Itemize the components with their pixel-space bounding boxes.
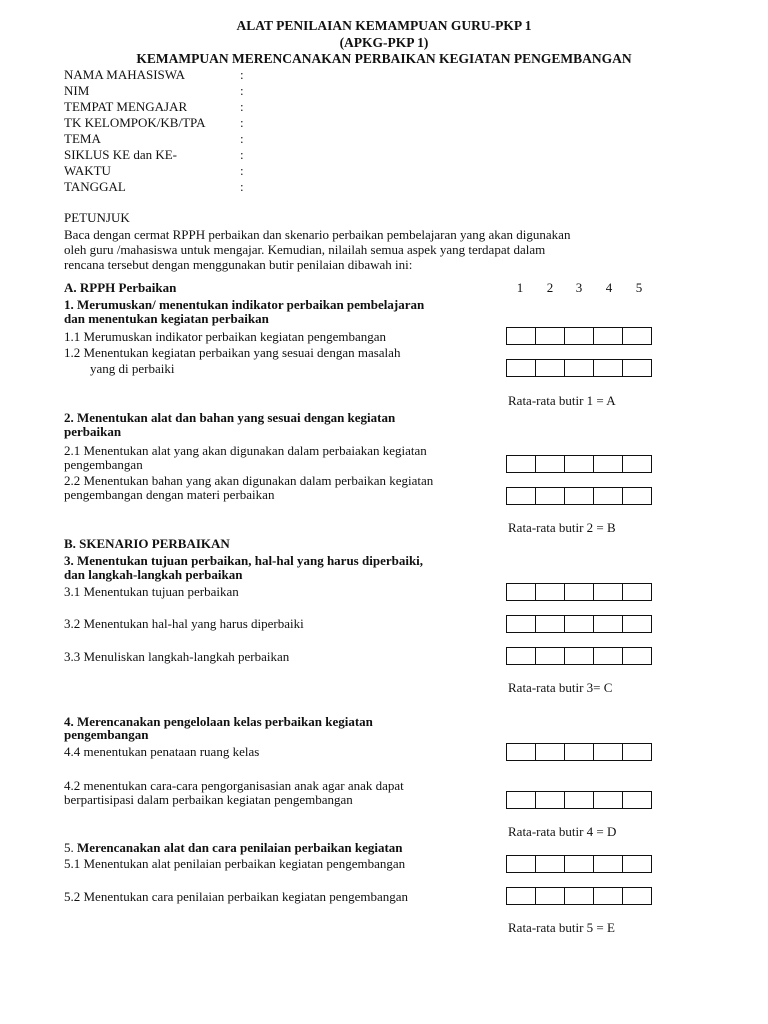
rating-box-2[interactable] [535,487,565,505]
rating-box-5[interactable] [622,327,652,345]
rating-box-2[interactable] [535,615,565,633]
rating-boxes[interactable] [506,583,652,601]
criterion-2-title: 2. Menentukan alat dan bahan yang sesuai dengan kegiatan [64,410,396,425]
rating-box-3[interactable] [564,327,594,345]
rating-box-1[interactable] [506,455,536,473]
rating-box-2[interactable] [535,855,565,873]
rating-boxes[interactable] [506,855,652,873]
rating-box-2[interactable] [535,887,565,905]
rating-box-1[interactable] [506,583,536,601]
rating-box-3[interactable] [564,647,594,665]
rating-box-2[interactable] [535,791,565,809]
field-label-nim: NIM [64,83,90,98]
rating-box-1[interactable] [506,647,536,665]
rating-box-4[interactable] [593,359,623,377]
rating-box-5[interactable] [622,887,652,905]
rating-box-1[interactable] [506,887,536,905]
rating-box-3[interactable] [564,487,594,505]
field-colon: : [240,147,244,162]
rating-box-1[interactable] [506,615,536,633]
criterion-5-text: Merencanakan alat dan cara penilaian perbaikan kegiatan [77,840,403,855]
instructions-line: Baca dengan cermat RPPH perbaikan dan skenario perbaikan pembelajaran yang akan digunakan [64,227,571,242]
rating-box-2[interactable] [535,647,565,665]
rating-box-4[interactable] [593,887,623,905]
item-4-2-cont: berpartisipasi dalam perbaikan kegiatan pengembangan [64,792,353,807]
criterion-4-title: pengembangan [64,727,149,742]
rating-box-1[interactable] [506,327,536,345]
rating-box-4[interactable] [593,583,623,601]
field-label-tema: TEMA [64,131,101,146]
rating-boxes[interactable] [506,327,652,345]
criterion-3-title: dan langkah-langkah perbaikan [64,567,243,582]
rating-boxes[interactable] [506,615,652,633]
rating-box-5[interactable] [622,791,652,809]
field-label-kelompok: TK KELOMPOK/KB/TPA [64,115,206,130]
item-1-2-cont: yang di perbaiki [90,361,175,376]
rating-box-2[interactable] [535,359,565,377]
instructions-line: rencana tersebut dengan menggunakan butir penilaian dibawah ini: [64,257,413,272]
field-colon: : [240,115,244,130]
rating-boxes[interactable] [506,887,652,905]
rating-box-3[interactable] [564,455,594,473]
field-colon: : [240,179,244,194]
rating-box-5[interactable] [622,583,652,601]
rating-box-4[interactable] [593,615,623,633]
item-5-2: 5.2 Menentukan cara penilaian perbaikan kegiatan pengembangan [64,889,408,904]
field-colon: : [240,99,244,114]
rating-boxes[interactable] [506,455,652,473]
rating-box-4[interactable] [593,327,623,345]
rating-box-5[interactable] [622,359,652,377]
criterion-1-title: dan menentukan kegiatan perbaikan [64,311,269,326]
rating-box-3[interactable] [564,583,594,601]
rating-box-5[interactable] [622,743,652,761]
rating-box-5[interactable] [622,487,652,505]
rating-box-3[interactable] [564,615,594,633]
rating-box-3[interactable] [564,743,594,761]
rating-box-4[interactable] [593,487,623,505]
rating-box-1[interactable] [506,359,536,377]
item-2-2: 2.2 Menentukan bahan yang akan digunakan dalam perbaikan kegiatan [64,473,434,488]
form-code: (APKG-PKP 1) [339,35,429,50]
item-2-1-cont: pengembangan [64,457,143,472]
rating-box-2[interactable] [535,455,565,473]
rating-box-5[interactable] [622,615,652,633]
rating-boxes[interactable] [506,791,652,809]
item-3-2: 3.2 Menentukan hal-hal yang harus diperbaiki [64,616,304,631]
average-1: Rata-rata butir 1 = A [508,393,616,408]
rating-box-4[interactable] [593,743,623,761]
item-5-1: 5.1 Menentukan alat penilaian perbaikan kegiatan pengembangan [64,856,406,871]
rating-box-3[interactable] [564,791,594,809]
scale-number: 5 [635,280,643,295]
section-a-title: A. RPPH Perbaikan [64,280,177,295]
item-3-3: 3.3 Menuliskan langkah-langkah perbaikan [64,649,290,664]
field-colon: : [240,67,244,82]
instructions-line: oleh guru /mahasiswa untuk mengajar. Kemudian, nilailah semua aspek yang terdapat dalam [64,242,546,257]
field-colon: : [240,131,244,146]
field-label-tempat: TEMPAT MENGAJAR [64,99,188,114]
rating-box-4[interactable] [593,455,623,473]
item-1-1: 1.1 Merumuskan indikator perbaikan kegiatan pengembangan [64,329,387,344]
rating-box-5[interactable] [622,455,652,473]
average-2: Rata-rata butir 2 = B [508,520,616,535]
rating-box-1[interactable] [506,487,536,505]
rating-box-1[interactable] [506,855,536,873]
rating-box-4[interactable] [593,791,623,809]
form-title: ALAT PENILAIAN KEMAMPUAN GURU-PKP 1 [236,18,532,33]
rating-box-2[interactable] [535,583,565,601]
field-colon: : [240,163,244,178]
average-3: Rata-rata butir 3= C [508,680,613,695]
field-label-tanggal: TANGGAL [64,179,126,194]
average-5: Rata-rata butir 5 = E [508,920,615,935]
item-2-2-cont: pengembangan dengan materi perbaikan [64,487,275,502]
scale-number: 4 [605,280,613,295]
item-2-1: 2.1 Menentukan alat yang akan digunakan dalam perbaiakan kegiatan [64,443,427,458]
criterion-2-title: perbaikan [64,424,122,439]
field-colon: : [240,83,244,98]
item-4-2: 4.2 menentukan cara-cara pengorganisasian anak agar anak dapat [64,778,404,793]
item-4-1: 4.4 menentukan penataan ruang kelas [64,744,260,759]
criterion-5-number: 5. [64,840,74,855]
rating-box-4[interactable] [593,647,623,665]
rating-box-5[interactable] [622,855,652,873]
rating-box-3[interactable] [564,359,594,377]
rating-boxes[interactable] [506,487,652,505]
rating-box-5[interactable] [622,647,652,665]
rating-boxes[interactable] [506,359,652,377]
scale-number: 3 [575,280,583,295]
field-label-nama: NAMA MAHASISWA [64,67,185,82]
rating-boxes[interactable] [506,647,652,665]
scale-number: 2 [546,280,554,295]
item-3-1: 3.1 Menentukan tujuan perbaikan [64,584,239,599]
item-1-2: 1.2 Menentukan kegiatan perbaikan yang sesuai dengan masalah [64,345,401,360]
average-4: Rata-rata butir 4 = D [508,824,617,839]
section-b-title: B. SKENARIO PERBAIKAN [64,536,230,551]
instructions-heading: PETUNJUK [64,210,130,225]
criterion-1-title: 1. Merumuskan/ menentukan indikator perbaikan pembelajaran [64,297,425,312]
rating-box-1[interactable] [506,743,536,761]
rating-box-1[interactable] [506,791,536,809]
rating-boxes[interactable] [506,743,652,761]
rating-box-2[interactable] [535,327,565,345]
scale-number: 1 [516,280,524,295]
criterion-4-title: 4. Merencanakan pengelolaan kelas perbaikan kegiatan [64,714,373,729]
rating-box-4[interactable] [593,855,623,873]
field-label-siklus: SIKLUS KE dan KE- [64,147,178,162]
form-subtitle: KEMAMPUAN MERENCANAKAN PERBAIKAN KEGIATAN PENGEMBANGAN [136,51,632,66]
criterion-5-title [64,840,403,856]
rating-box-3[interactable] [564,855,594,873]
rating-box-3[interactable] [564,887,594,905]
criterion-3-title: 3. Menentukan tujuan perbaikan, hal-hal yang harus diperbaiki, [64,553,424,568]
rating-box-2[interactable] [535,743,565,761]
field-label-waktu: WAKTU [64,163,111,178]
